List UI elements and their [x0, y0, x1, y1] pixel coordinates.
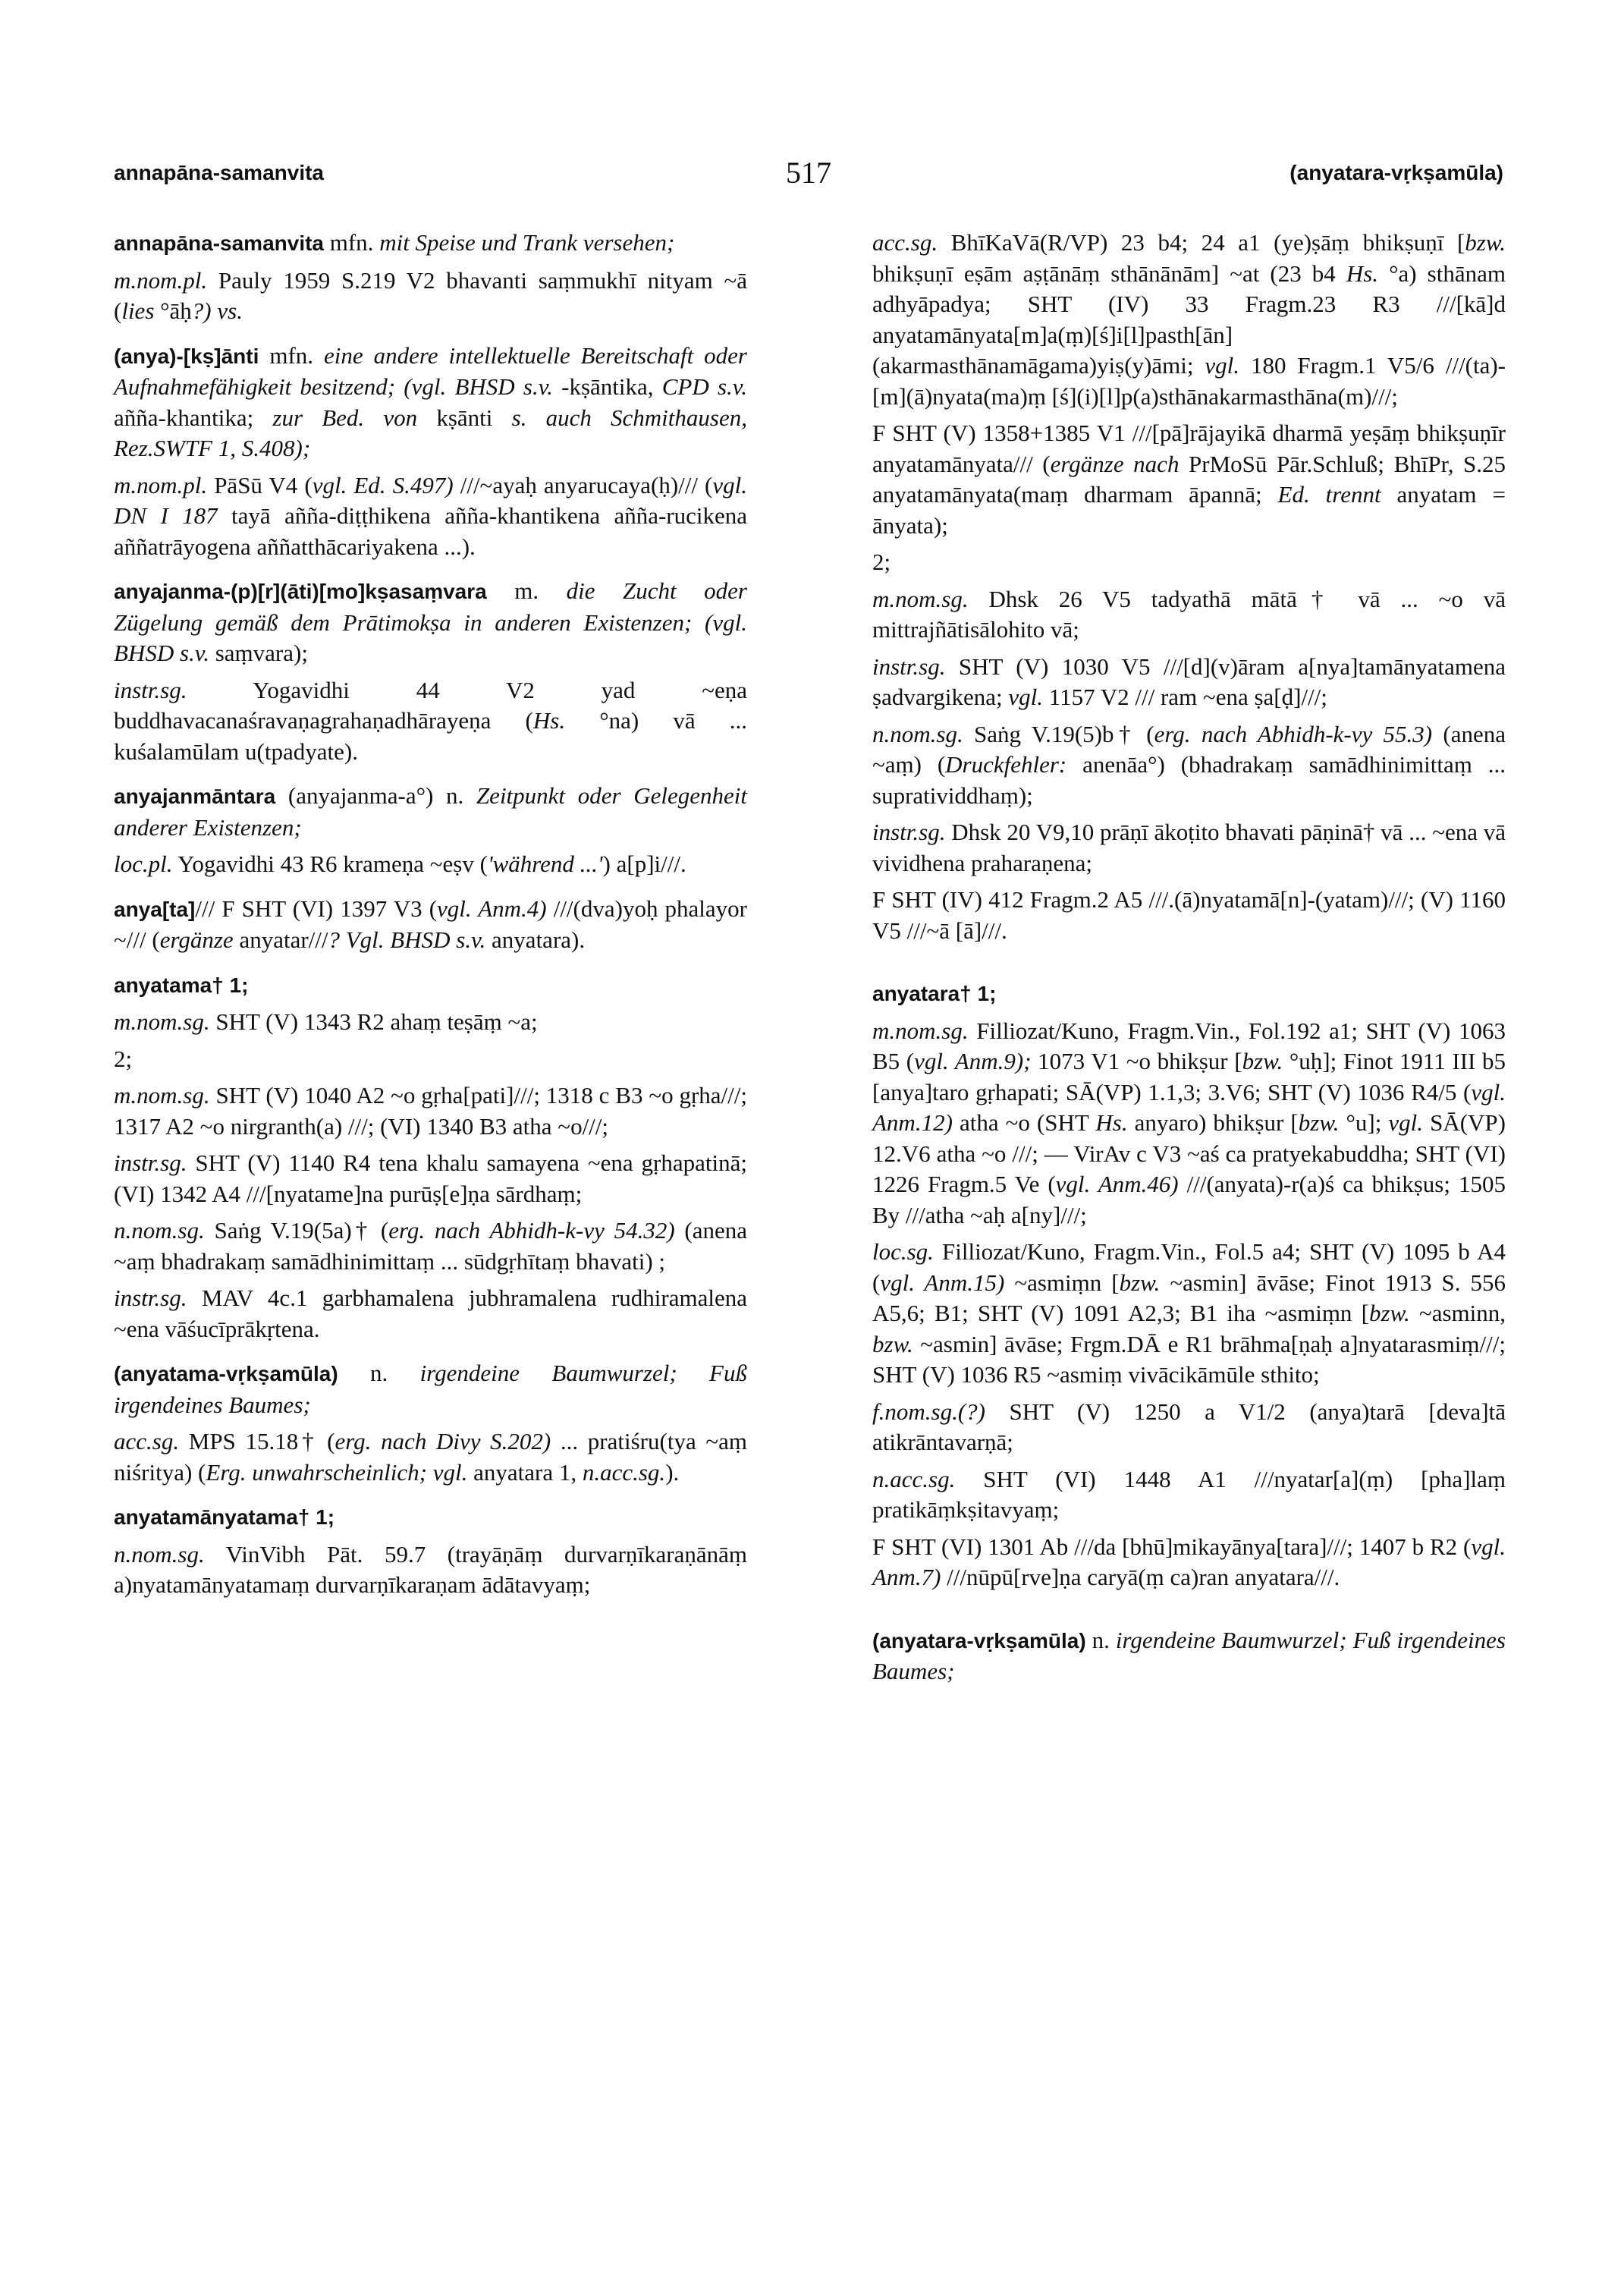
- grammar-label: instr.sg.: [114, 1285, 187, 1311]
- grammar-label: instr.sg.: [872, 819, 946, 845]
- headword: (anya)-[kṣ]ānti: [114, 344, 259, 368]
- headword: anyatara† 1;: [872, 982, 997, 1005]
- entry-anya-ksanti: (anya)-[kṣ]ānti mfn. eine andere intellektuelle Bereitschaft oder Aufnahmefähigkeit besitzend; (vgl. BHSD s.v. -kṣāntika, CPD s.v. añña-khantika; zur Bed. von kṣānti s. auch Schmithausen, Rez.SWTF 1, S.408); m.nom.pl. PāSū V4 (vgl. Ed. S.497) ///~ayaḥ anyarucaya(ḥ)/// (vgl. DN I 187 tayā añña-diṭṭhikena añña-khantikena añña-rucikena aññatrāyogena aññatthācariyakena ...).: [114, 341, 748, 560]
- grammar-label: m.nom.sg.: [872, 1017, 969, 1044]
- grammar-label: acc.sg.: [872, 229, 938, 256]
- grammar-label: instr.sg.: [114, 1149, 187, 1176]
- entry-anyajanmantara: anyajanmāntara (anyajanma-a°) n. Zeitpunkt oder Gelegenheit anderer Existenzen; loc.pl. Yogavidhi 43 R6 krameṇa ~eṣv ('während ...') a[p]i///.: [114, 782, 748, 877]
- headword: anyajanmāntara: [114, 785, 276, 808]
- headword: anyajanma-(p)[r](āti)[mo]kṣasaṃvara: [114, 580, 487, 603]
- headword: anyatama† 1;: [114, 973, 249, 997]
- entry-anyajanma-pratimoksasamvara: anyajanma-(p)[r](āti)[mo]kṣasaṃvara m. die Zucht oder Zügelung gemäß dem Prātimokṣa in anderen Existenzen; (vgl. BHSD s.v. saṃvara); instr.sg. Yogavidhi 44 V2 yad ~eṇa buddhavacanaśravaṇagrahaṇadhārayeṇa (Hs. °na) vā ... kuśalamūlam u(tpadyate).: [114, 577, 747, 765]
- running-head-right: (anyatara-vṛkṣamūla): [1289, 161, 1503, 184]
- headword: (anyatara-vṛkṣamūla): [872, 1628, 1086, 1653]
- entry-anyatama-vrksamula: (anyatama-vṛkṣamūla) n. irgendeine Baumwurzel; Fuß irgendeines Baumes; acc.sg. MPS 15.18† (erg. nach Divy S.202) ... pratiśru(tya ~aṃ niśritya) (Erg. unwahrscheinlich; vgl. anyatara 1, n.acc.sg.).: [114, 1360, 747, 1486]
- grammar-label: n.nom.sg.: [114, 1217, 205, 1244]
- entry-anyata: anya[ta]/// F SHT (VI) 1397 V3 (vgl. Anm.4) ///(dva)yoḥ phalayor ~/// (ergänze anyatar///? Vgl. BHSD s.v. anyatara).: [114, 895, 747, 953]
- grammar-label: n.nom.sg.: [114, 1540, 205, 1568]
- grammar-label: loc.pl.: [114, 851, 173, 877]
- headword: anya[ta]: [114, 897, 196, 921]
- entry-anyatamanyatama-cont: acc.sg. BhīKaVā(R/VP) 23 b4; 24 a1 (ye)ṣāṃ bhikṣuṇī [bzw. bhikṣuṇī eṣām aṣṭānāṃ sthānānām] ~at (23 b4 Hs. °a) sthānam adhyāpadya; SHT (IV) 33 Fragm.23 R3 ///[kā]d anyatamānyata[m]a(ṃ)[ś]i[l]pasth[ān](akarmasthānamāgama)yiṣ(y)āmi; vgl. 180 Fragm.1 V5/6 ///(ta)-[m](ā)nyata(ma)ṃ [ś](i)[l]p(a)sthānakarmasthāna(m)///; F SHT (V) 1358+1385 V1 ///[pā]rājayikā dharmā yeṣāṃ bhikṣuṇīr anyatamānyata/// (ergänze nach PrMoSū Pār.Schluß; BhīPr, S.25 anyatamānyata(maṃ dharmam āpannā; Ed. trennt anyatam = ānyata); 2; m.nom.sg. Dhsk 26 V5 tadyathā mātā† vā ... ~o vā mittrajñātisālohito vā; instr.sg. SHT (V) 1030 V5 ///[d](v)āram a[nya]tamānyatamena ṣadvargikena; vgl. 1157 V2 /// ram ~ena ṣa[ḍ]///; n.nom.sg. Saṅg V.19(5)b† (erg. nach Abhidh-k-vy 55.3) (anena ~aṃ) (Druckfehler: anenāa°) (bhadrakaṃ samādhinimittaṃ ... supratividdhaṃ); instr.sg. Dhsk 20 V9,10 prāṇī ākoṭito bhavati pāṇinā† vā ... ~ena vā vividhena praharaṇena; F SHT (IV) 412 Fragm.2 A5 ///.(ā)nyatamā[n]-(yatam)///; (V) 1160 V5 ///~ā [ā]///.: [872, 229, 1506, 944]
- sense-number: 2;: [114, 1045, 133, 1072]
- grammar-label: m.nom.sg.: [114, 1082, 210, 1108]
- page-header: [114, 156, 1503, 199]
- entry-annapana-samanvita: annapāna-samanvita mfn. mit Speise und Trank versehen; m.nom.pl. Pauly 1959 S.219 V2 bhavanti saṃmukhī nityam ~ā (lies °āḥ?) vs.: [114, 229, 747, 324]
- grammar-label: f.nom.sg.: [872, 1398, 958, 1425]
- right-column: [872, 228, 1506, 1701]
- grammar-label: instr.sg.: [872, 653, 946, 680]
- grammar-label: loc.sg.: [872, 1238, 934, 1265]
- entry-anyatama: anyatama† 1; m.nom.sg. SHT (V) 1343 R2 ahaṃ teṣāṃ ~a; 2; m.nom.sg. SHT (V) 1040 A2 ~o gṛha[pati]///; 1318 c B3 ~o gṛha///; 1317 A2 ~o nirgranth(a) ///; (VI) 1340 B3 atha ~o///; instr.sg. SHT (V) 1140 R4 tena khalu samayena ~ena gṛhapatinā; (VI) 1342 A4 ///[nyatame]na purūṣ[e]ṇa sārdhaṃ; n.nom.sg. Saṅg V.19(5a)† (erg. nach Abhidh-k-vy 54.32) (anena ~aṃ bhadrakaṃ samādhinimittaṃ ... sūdgṛhītaṃ bhavati) ; instr.sg. MAV 4c.1 garbhamalena jubhramalena rudhiramalena ~ena vāśucīprākṛtena.: [114, 973, 748, 1342]
- headword: annapāna-samanvita: [114, 231, 324, 255]
- grammar-label: instr.sg.: [114, 676, 187, 703]
- page-number: 517: [786, 156, 831, 190]
- grammar-label: m.nom.sg.: [114, 1008, 210, 1035]
- grammar-label: m.nom.sg.: [872, 585, 969, 612]
- sense-number: 2;: [872, 549, 891, 575]
- grammar-label: m.nom.pl.: [114, 471, 208, 498]
- entry-anyatara-vrksamula: (anyatara-vṛkṣamūla) n. irgendeine Baumwurzel; Fuß irgendeines Baumes;: [872, 1626, 1506, 1684]
- grammar-label: acc.sg.: [114, 1428, 180, 1454]
- entry-anyatamanyatama: anyatamānyatama† 1; n.nom.sg. VinVibh Pāt. 59.7 (trayāṇāṃ durvarṇīkaraṇānāṃ a)nyatamānyatamaṃ durvarṇīkaraṇam ādātavyaṃ;: [114, 1505, 747, 1598]
- entry-anyatara: anyatara† 1; m.nom.sg. Filliozat/Kuno, Fragm.Vin., Fol.192 a1; SHT (V) 1063 B5 (vgl. Anm.9); 1073 V1 ~o bhikṣur [bzw. °uḥ]; Finot 1911 III b5 [anya]taro gṛhapati; SĀ(VP) 1.1,3; 3.V6; SHT (V) 1036 R4/5 (vgl. Anm.12) atha ~o (SHT Hs. anyaro) bhikṣur [bzw. °u]; vgl. SĀ(VP) 12.V6 atha ~o ///; — VirAv c V3 ~aś ca pratyekabuddha; SHT (VI) 1226 Fragm.5 Ve (vgl. Anm.46) ///(anyata)-r(a)ś ca bhikṣus; 1505 By ///atha ~aḥ a[ny]///; loc.sg. Filliozat/Kuno, Fragm.Vin., Fol.5 a4; SHT (V) 1095 b A4 (vgl. Anm.15) ~asmiṃn [bzw. ~asmin] āvāse; Finot 1913 S. 556 A5,6; B1; SHT (V) 1091 A2,3; B1 iha ~asmiṃn [bzw. ~asminn, bzw. ~asmin] āvāse; Frgm.DĀ e R1 brāhma[ṇaḥ a]nyatarasmiṃ///; SHT (V) 1036 R5 ~asmiṃ vivācikāmūle sthito; f.nom.sg.(?) SHT (V) 1250 a V1/2 (anya)tarā [deva]tā atikrāntavarṇā; n.acc.sg. SHT (VI) 1448 A1 ///nyatar[a](ṃ) [pha]laṃ pratikāṃkṣitavyaṃ; F SHT (VI) 1301 Ab ///da [bhū]mikayānya[tara]///; 1407 b R2 (vgl. Anm.7) ///nūpū[rve]ṇa caryā(ṃ ca)ran anyatara///.: [872, 982, 1506, 1590]
- left-column: [114, 228, 747, 1615]
- grammar-label: n.acc.sg.: [872, 1465, 956, 1492]
- grammar-label: m.nom.pl.: [114, 266, 208, 294]
- headword: (anyatama-vṛkṣamūla): [114, 1362, 338, 1385]
- headword: anyatamānyatama† 1;: [114, 1505, 335, 1529]
- grammar-label: n.nom.sg.: [872, 720, 963, 747]
- running-head-left: annapāna-samanvita: [114, 161, 324, 184]
